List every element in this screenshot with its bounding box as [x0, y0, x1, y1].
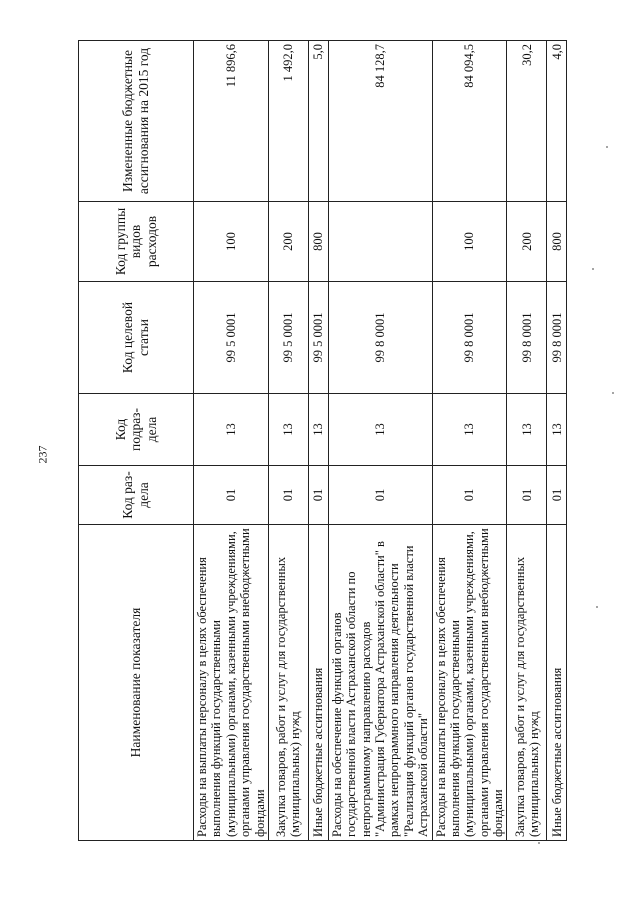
row-expense-group-code: 100	[194, 202, 269, 282]
row-name: Расходы на выплаты персоналу в целях обеспечения выполнения функций государственными (муниципальными) органами, казенными учреждениями, органами управления государственными внебюджетными фондами	[432, 525, 507, 841]
row-amount: 5,0	[308, 41, 328, 202]
row-expense-group-code: 100	[432, 202, 507, 282]
row-subsection-code: 13	[328, 394, 432, 466]
table-row	[547, 41, 567, 841]
row-section-code: 01	[547, 466, 567, 525]
row-name: Расходы на выплаты персоналу в целях обеспечения выполнения функций государственными (муниципальными) органами, казенными учреждениями, органами управления государственными внебюджетными фондами	[194, 525, 269, 841]
row-section-code: 01	[268, 466, 308, 525]
row-expense-group-code: 200	[268, 202, 308, 282]
row-amount: 84 094,5	[432, 41, 507, 202]
header-subsection-code: Код подраз-дела	[79, 394, 194, 466]
header-target-code: Код целевой статьи	[79, 282, 194, 394]
row-name: Иные бюджетные ассигнования	[547, 525, 567, 841]
row-amount: 4,0	[547, 41, 567, 202]
table-row	[432, 41, 507, 841]
header-expense-group-code: Код группы видов расходов	[79, 202, 194, 282]
row-expense-group-code	[328, 202, 432, 282]
row-section-code: 01	[328, 466, 432, 525]
scan-speck	[592, 268, 594, 270]
row-target-code: 99 8 0001	[432, 282, 507, 394]
row-target-code: 99 5 0001	[194, 282, 269, 394]
row-subsection-code: 13	[507, 394, 547, 466]
row-subsection-code: 13	[432, 394, 507, 466]
row-target-code: 99 5 0001	[268, 282, 308, 394]
scan-speck	[538, 842, 540, 844]
row-expense-group-code: 800	[547, 202, 567, 282]
row-amount: 84 128,7	[328, 41, 432, 202]
header-name: Наименование показателя	[79, 525, 194, 841]
row-name: Расходы на обеспечение функций органов государственной власти Астраханской области по непрограммному направлению расходов "Администрация Губернатора Астраханской области" в рамках непрограммного направления деятельности "Реализация функций органов государственной власти Астраханской области"	[328, 525, 432, 841]
row-subsection-code: 13	[308, 394, 328, 466]
row-name: Закупка товаров, работ и услуг для государственных (муниципальных) нужд	[268, 525, 308, 841]
row-expense-group-code: 200	[507, 202, 547, 282]
row-name: Иные бюджетные ассигнования	[308, 525, 328, 841]
header-amount: Измененные бюджетные ассигнования на 2015 год	[79, 41, 194, 202]
row-name: Закупка товаров, работ и услуг для государственных (муниципальных) нужд	[507, 525, 547, 841]
table-row	[328, 41, 432, 841]
rotated-table-container	[78, 41, 564, 841]
row-subsection-code: 13	[194, 394, 269, 466]
row-target-code: 99 8 0001	[547, 282, 567, 394]
row-amount: 1 492,0	[268, 41, 308, 202]
table-header-row	[79, 41, 194, 841]
table-row	[308, 41, 328, 841]
scan-speck	[596, 606, 598, 608]
table-row	[268, 41, 308, 841]
row-section-code: 01	[308, 466, 328, 525]
row-amount: 11 896,6	[194, 41, 269, 202]
row-target-code: 99 8 0001	[328, 282, 432, 394]
row-target-code: 99 5 0001	[308, 282, 328, 394]
scan-speck	[606, 146, 608, 148]
table-row	[507, 41, 547, 841]
scan-speck	[612, 392, 614, 394]
budget-allocation-table	[78, 40, 567, 841]
row-target-code: 99 8 0001	[507, 282, 547, 394]
row-subsection-code: 13	[268, 394, 308, 466]
row-section-code: 01	[194, 466, 269, 525]
row-section-code: 01	[507, 466, 547, 525]
table-row	[194, 41, 269, 841]
row-expense-group-code: 800	[308, 202, 328, 282]
row-subsection-code: 13	[547, 394, 567, 466]
row-section-code: 01	[432, 466, 507, 525]
page-number: 237	[35, 445, 50, 464]
row-amount: 30,2	[507, 41, 547, 202]
header-section-code: Код раз-дела	[79, 466, 194, 525]
